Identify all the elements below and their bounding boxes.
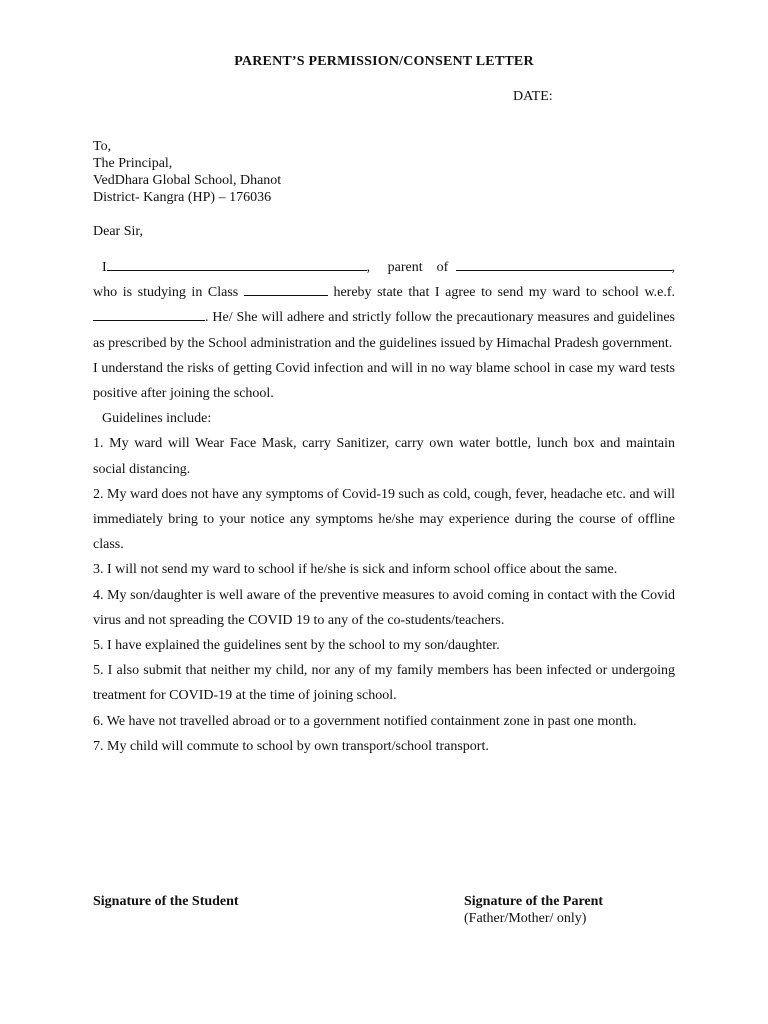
wef-label: w.e.f. [644, 285, 676, 301]
address-line: To, [93, 139, 112, 154]
date-label: DATE: [513, 89, 553, 104]
guideline-item: 1. My ward will Wear Face Mask, carry Sanitizer, carry own water bottle, lunch box and maintain social distancing. [93, 436, 675, 477]
guideline-item: 5. I also submit that neither my child, nor any of my family members has been infected or undergoing treatment for COVID-19 at the time of joining school. [93, 663, 675, 704]
address-line: The Principal, [93, 156, 173, 171]
address-line: District- Kangra (HP) – 176036 [93, 190, 272, 205]
guideline-item: 7. My child will commute to school by own transport/school transport. [93, 738, 489, 754]
guideline-item: 6. We have not travelled abroad or to a government notified containment zone in past one month. [93, 713, 637, 729]
parent-signature-label: Signature of the Parent [464, 894, 604, 909]
address-line: VedDhara Global School, Dhanot [93, 173, 282, 188]
studying-suffix: hereby state that I agree to send my ward to school [333, 285, 639, 301]
guideline-item: 4. My son/daughter is well aware of the preventive measures to avoid coming in contact with the Covid virus and not spreading the COVID 19 to any of the co-students/teachers. [93, 587, 675, 628]
letter-title: PARENT’S PERMISSION/CONSENT LETTER [234, 54, 534, 69]
risk-statement: I understand the risks of getting Covid infection and will in no way blame school in case my ward tests positive after joining the school. [93, 360, 675, 402]
studying-prefix: who is studying in Class [93, 285, 239, 301]
intro-comma: , [671, 260, 675, 275]
guideline-item: 3. I will not send my ward to school if he/she is sick and inform school office about the same. [93, 562, 618, 578]
adhere-text: . He/ She will adhere and strictly follow the precautionary measures and guidelines as prescribed by the School administration and the guidelines issued by Himachal Pradesh government. [93, 310, 675, 351]
date-blank [93, 308, 205, 321]
parent-signature-note: (Father/Mother/ only) [464, 911, 587, 926]
ward-name-blank [456, 258, 672, 271]
guideline-item: 5. I have explained the guidelines sent by the school to my son/daughter. [93, 638, 500, 654]
student-signature-label: Signature of the Student [93, 894, 239, 909]
guidelines-heading: Guidelines include: [102, 411, 212, 427]
intro-parent-of: , parent of [366, 260, 449, 275]
class-blank [244, 283, 328, 296]
salutation: Dear Sir, [93, 224, 143, 239]
recipient-address [93, 138, 281, 206]
intro-line [93, 255, 675, 280]
name-blank [107, 258, 367, 271]
parent-signature [464, 893, 603, 927]
letter-body [93, 255, 675, 759]
intro-i: I [102, 260, 107, 275]
intro-paragraph [93, 280, 675, 356]
guideline-item: 2. My ward does not have any symptoms of Covid-19 such as cold, cough, fever, headache etc. and will immediately bring to your notice any symptoms he/she may experience during the course of offline class. [93, 486, 675, 553]
